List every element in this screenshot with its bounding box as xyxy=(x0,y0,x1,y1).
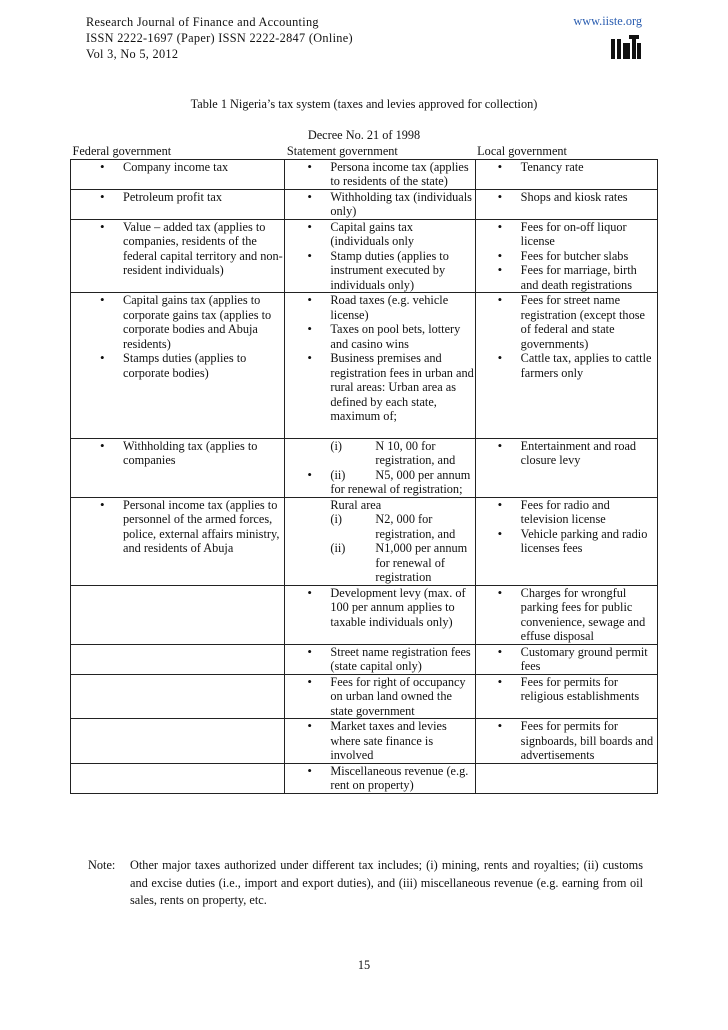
local-cell xyxy=(475,585,657,644)
federal-cell xyxy=(71,763,285,793)
list-item: • Persona income tax (applies to residents of the state) xyxy=(285,160,474,189)
federal-cell xyxy=(71,189,285,219)
list-item: • Miscellaneous revenue (e.g. rent on property) xyxy=(285,764,474,793)
list-item: • Fees for street name registration (except those of federal and state governments) xyxy=(476,293,657,351)
list-item: • Fees for permits for religious establishments xyxy=(476,675,657,704)
state-cell xyxy=(285,644,475,674)
journal-title: Research Journal of Finance and Accounting xyxy=(86,15,319,29)
table-row xyxy=(71,763,658,793)
table-row xyxy=(71,497,658,585)
list-item: • Withholding tax (individuals only) xyxy=(285,190,474,219)
list-item: • Fees for on-off liquor license xyxy=(476,220,657,249)
local-cell xyxy=(475,719,657,764)
local-cell xyxy=(475,438,657,497)
list-item: • Stamp duties (applies to instrument executed by individuals only) xyxy=(285,249,474,293)
local-cell xyxy=(475,674,657,719)
table-row xyxy=(71,644,658,674)
fee-index: • (ii) xyxy=(330,467,346,482)
local-cell xyxy=(475,763,657,793)
federal-cell xyxy=(71,674,285,719)
list-item: • Charges for wrongful parking fees for public convenience, sewage and effuse disposal xyxy=(476,586,657,644)
list-item: • Road taxes (e.g. vehicle license) xyxy=(285,293,474,322)
journal-header xyxy=(86,14,353,62)
list-item: • Market taxes and levies where sate finance is involved xyxy=(285,719,474,763)
table-row xyxy=(71,189,658,219)
local-cell xyxy=(475,644,657,674)
federal-cell xyxy=(71,438,285,497)
table-row xyxy=(71,219,658,293)
local-cell xyxy=(475,189,657,219)
state-cell xyxy=(285,189,475,219)
state-cell xyxy=(285,219,475,293)
list-item: • Fees for right of occupancy on urban land owned the state government xyxy=(285,675,474,719)
local-cell xyxy=(475,497,657,585)
fee-text: N5, 000 per annum for renewal of registration; xyxy=(330,467,471,496)
local-cell xyxy=(475,159,657,189)
fee-index: (ii) xyxy=(330,541,346,555)
table-caption: Table 1 Nigeria’s tax system (taxes and levies approved for collection) xyxy=(190,97,538,111)
journal-url-link[interactable]: www.iiste.org xyxy=(573,14,642,28)
list-item: • Company income tax xyxy=(71,160,284,175)
fee-index: (i) xyxy=(330,438,342,453)
table-row xyxy=(71,719,658,764)
fee-text: N1,000 per annum for renewal of registration xyxy=(375,541,468,584)
table-header-row xyxy=(71,144,658,159)
column-header-federal: Federal government xyxy=(72,144,172,158)
table-note xyxy=(88,857,643,910)
federal-cell xyxy=(71,497,285,585)
iiste-logo xyxy=(610,33,642,61)
federal-cell xyxy=(71,293,285,439)
list-item: • Petroleum profit tax xyxy=(71,190,284,205)
table-row xyxy=(71,585,658,644)
federal-cell xyxy=(71,644,285,674)
volume-line: Vol 3, No 5, 2012 xyxy=(86,47,179,61)
state-cell xyxy=(285,293,475,439)
table-row xyxy=(71,674,658,719)
note-label: Note: xyxy=(88,858,116,872)
state-cell xyxy=(285,497,475,585)
list-item: • Vehicle parking and radio licenses fees xyxy=(476,527,657,556)
federal-cell xyxy=(71,585,285,644)
state-cell xyxy=(285,585,475,644)
decree-label: Decree No. 21 of 1998 xyxy=(307,128,421,142)
list-item: • Stamps duties (applies to corporate bodies) xyxy=(71,351,284,380)
list-item: • Business premises and registration fees in urban and rural areas: Urban area as defined by each state, maximum of; xyxy=(285,351,474,424)
list-item: • Cattle tax, applies to cattle farmers only xyxy=(476,351,657,380)
note-text: Other major taxes authorized under different tax includes; (i) mining, rents and royalties; (ii) customs and excise duties (i.e., import and export duties), and (iii) miscellaneous revenue (e.g. earning from oil sales, rents on property, etc. xyxy=(130,858,643,907)
federal-cell xyxy=(71,719,285,764)
fee-item xyxy=(285,439,474,468)
list-item: • Tenancy rate xyxy=(476,160,657,175)
state-cell xyxy=(285,719,475,764)
tax-system-table xyxy=(70,144,658,794)
fee-item xyxy=(285,512,474,541)
list-item: • Value – added tax (applies to companies, residents of the federal capital territory and non-resident individuals) xyxy=(71,220,284,278)
list-item: • Fees for radio and television license xyxy=(476,498,657,527)
state-cell xyxy=(285,159,475,189)
state-cell xyxy=(285,763,475,793)
state-cell xyxy=(285,438,475,497)
list-item: • Street name registration fees (state capital only) xyxy=(285,645,474,674)
rural-area-heading: Rural area xyxy=(330,497,382,512)
list-item: • Capital gains tax (applies to corporate gains tax (applies to corporate bodies and Abuja residents) xyxy=(71,293,284,351)
state-cell xyxy=(285,674,475,719)
page-number: 15 xyxy=(357,958,371,972)
fee-index: (i) xyxy=(330,512,342,526)
table-row xyxy=(71,438,658,497)
list-item: • Personal income tax (applies to personnel of the armed forces, police, external affairs ministry, and residents of Abuja xyxy=(71,498,284,556)
table-row xyxy=(71,159,658,189)
federal-cell xyxy=(71,159,285,189)
list-item: • Withholding tax (applies to companies xyxy=(71,439,284,468)
list-item: • Entertainment and road closure levy xyxy=(476,439,657,468)
list-item: • Fees for butcher slabs xyxy=(476,249,657,264)
list-item: • Capital gains tax (individuals only xyxy=(285,220,474,249)
list-item: • Fees for marriage, birth and death registrations xyxy=(476,263,657,292)
local-cell xyxy=(475,219,657,293)
list-item xyxy=(285,468,474,497)
list-item: • Fees for permits for signboards, bill boards and advertisements xyxy=(476,719,657,763)
column-header-local: Local government xyxy=(477,144,567,158)
list-item: • Customary ground permit fees xyxy=(476,645,657,674)
fee-item xyxy=(285,541,474,585)
column-header-state: Statement government xyxy=(286,144,398,158)
list-item: • Development levy (max. of 100 per annum applies to taxable individuals only) xyxy=(285,586,474,630)
fee-text: N2, 000 for registration, and xyxy=(375,512,456,541)
list-item: • Taxes on pool bets, lottery and casino wins xyxy=(285,322,474,351)
list-item: • Shops and kiosk rates xyxy=(476,190,657,205)
local-cell xyxy=(475,293,657,439)
table-row xyxy=(71,293,658,439)
fee-text: N 10, 00 for registration, and xyxy=(375,438,456,467)
federal-cell xyxy=(71,219,285,293)
issn-line: ISSN 2222-1697 (Paper) ISSN 2222-2847 (Online) xyxy=(86,31,353,45)
